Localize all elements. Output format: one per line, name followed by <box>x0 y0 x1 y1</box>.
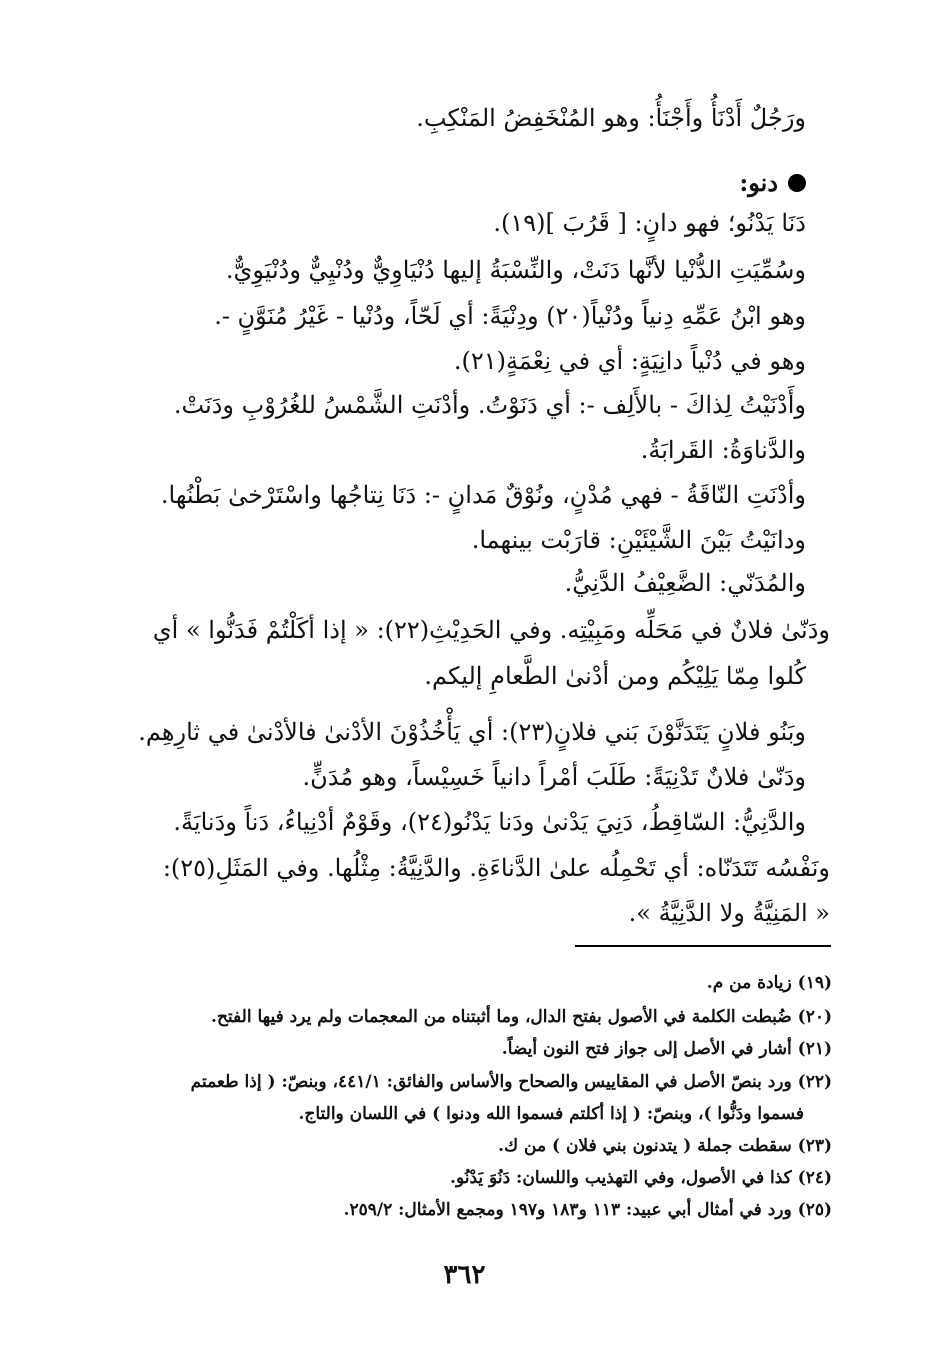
entry-line-17: « المَنِيَّةُ ولا الدَّنِيَّةُ ». <box>628 899 830 927</box>
entry-line-6: وأَدْنَيْتُ لِذاكَ - بالأَلِف -: أي دَنَوْتُ. وأدْنَتِ الشَّمْسُ للغُرُوْبِ ودَنَتْ. <box>173 391 806 419</box>
entry-line-11: ودَنّىٰ فلانٌ في مَحَلِّه ومَبِيْتِه. وفي الحَدِيْثِ(٢٢): « إذا أكَلْتُمْ فَدَنُّوا » أي <box>152 616 830 644</box>
entry-line-14: ودَنّىٰ فلانٌ تَدْنِيَةً: طَلَبَ أمْراً دانياً خَسِيْساً، وهو مُدَنٍّ. <box>302 763 806 791</box>
entry-line-16: ونَفْسُه تَتَدَنّاه: أي تَحْمِلُه علىٰ الدَّناءَةِ. والدَّنِيَّةُ: مِثْلُها. وفي المَثَلِ(٢٥): <box>162 854 830 882</box>
footnote-divider <box>575 945 831 947</box>
root-heading-text: دنو: <box>739 168 778 197</box>
entry-line-12: كُلوا مِمّا يَلِيْكُم ومن أدْنىٰ الطَّعامِ إليكم. <box>424 662 806 690</box>
entry-line-1: ورَجُلٌ أَدْنَأُ وأَجْنَأُ: وهو المُنْخَفِضُ المَنْكِبِ. <box>416 104 806 132</box>
footnote-20: (٢٠) ضُبطت الكلمة في الأصول بفتح الدال، وما أثبتناه من المعجمات ولم يرد فيها الفتح. <box>211 1007 832 1027</box>
entry-line-4: وهو ابْنُ عَمِّهِ دِنياً ودُنْياً(٢٠) ودِنْيَةً: أي لَحّاً، ودُنْيا - غَيْرُ مُنَوَّنٍ -. <box>214 302 806 330</box>
entry-line-13: وبَنُو فلانٍ يَتَدَنَّوْنَ بَني فلانٍ(٢٣): أي يَأْخُذُوْنَ الأدْنىٰ فالأدْنىٰ في ثارِهِم. <box>138 718 806 746</box>
entry-line-9: ودانَيْتُ بَيْنَ الشَّيْئَيْنِ: قارَبْت بينهما. <box>471 526 806 554</box>
root-heading <box>606 163 806 203</box>
footnote-19: (١٩) زيادة من م. <box>706 973 832 993</box>
footnote-22: (٢٢) ورد بنصّ الأصل في المقاييس والصحاح والأساس والفائق: ٤٤١/١، وبنصّ: ( إذا طعمتم <box>190 1072 832 1092</box>
entry-line-7: والدَّناوَةُ: القَرابَةُ. <box>640 436 806 464</box>
entry-line-5: وهو في دُنْياً دانِيَةٍ: أي في نِعْمَةٍ(٢١). <box>453 347 806 375</box>
entry-line-8: وأدْنَتِ النّاقَةُ - فهي مُدْنٍ، ونُوْقٌ مَدانٍ -: دَنَا نِتاجُها واسْتَرْخىٰ بَطْنُها. <box>160 481 806 509</box>
bullet-icon <box>788 174 806 192</box>
footnote-22-continued: فسموا ودَنُّوا )، وبنصّ: ( إذا أكلتم فسموا الله ودنوا ) في اللسان والتاج. <box>298 1104 804 1124</box>
footnote-24: (٢٤) كذا في الأصول، وفي التهذيب واللسان: دَنُوَ يَدْنُو. <box>450 1168 832 1188</box>
entry-line-3: وسُمِّيَتِ الدُّنْيا لأنَّها دَنَتْ، والنِّسْبَةُ إليها دُنْيَاوِيٌّ ودُنْيِيٌّ ودُنْيَوِيٌّ. <box>225 256 806 284</box>
page-number: ٣٦٢ <box>443 1260 486 1290</box>
entry-line-10: والمُدَنّي: الضَّعِيْفُ الدَّنِيُّ. <box>564 569 806 597</box>
footnote-25: (٢٥) ورد في أمثال أبي عبيد: ١١٣ و١٨٣ و١٩٧ ومجمع الأمثال: ٢٥٩/٢. <box>343 1200 832 1220</box>
entry-line-2: دَنَا يَدْنُو؛ فهو دانٍ: [ قَرُبَ ](١٩). <box>493 209 806 237</box>
footnote-23: (٢٣) سقطت جملة ( يتدنون بني فلان ) من ك. <box>498 1136 832 1156</box>
footnote-21: (٢١) أشار في الأصل إلى جواز فتح النون أيضاً. <box>501 1039 832 1059</box>
entry-line-15: والدَّنِيُّ: السّاقِطُ، دَنِيَ يَدْنىٰ ودَنا يَدْنُو(٢٤)، وقَوْمٌ أدْنِياءُ، دَناً ودَنايَةً. <box>173 808 806 836</box>
